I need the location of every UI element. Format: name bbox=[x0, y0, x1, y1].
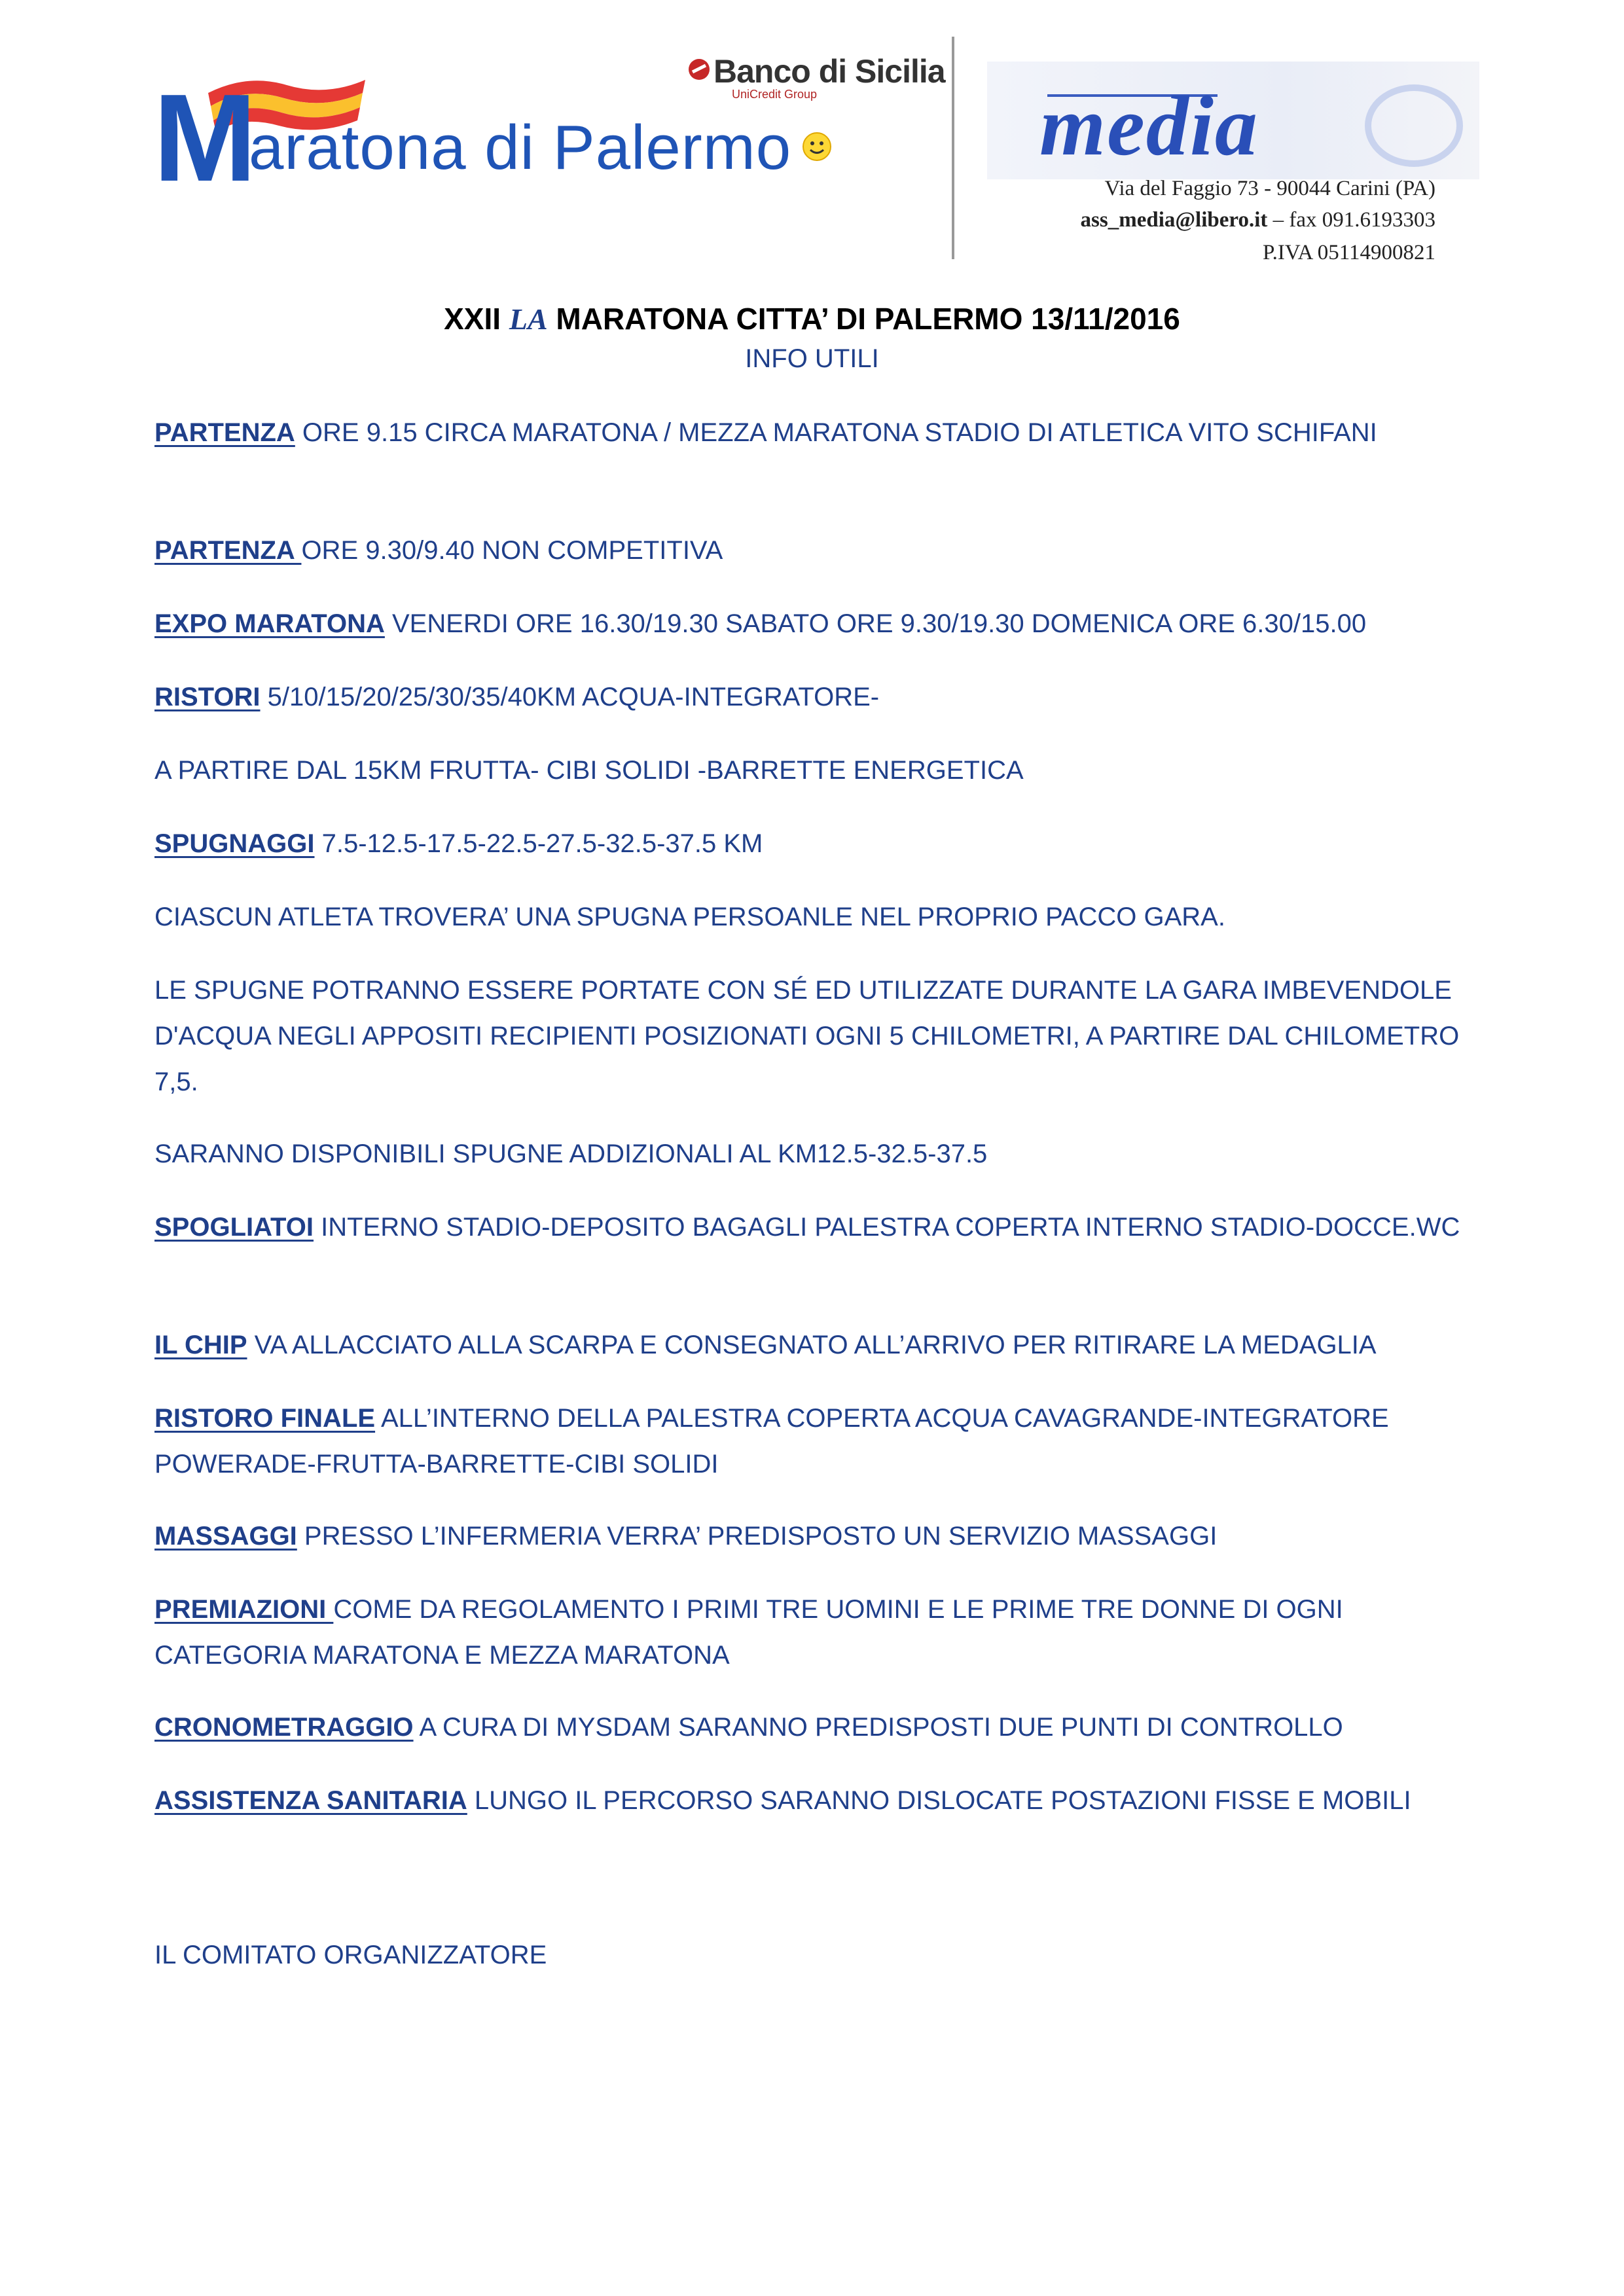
premiazioni-text: COME DA REGOLAMENTO I PRIMI TRE UOMINI E LE PRIME TRE DONNE DI OGNI CATEGORIA MARATONA E MEZZA MARATONA bbox=[154, 1595, 1343, 1670]
premiazioni-block bbox=[154, 1587, 1490, 1678]
premiazioni-label: PREMIAZIONI bbox=[154, 1595, 334, 1624]
page-subtitle: INFO UTILI bbox=[745, 344, 879, 373]
chip-block bbox=[154, 1322, 1490, 1368]
assistenza-label: ASSISTENZA SANITARIA bbox=[154, 1786, 467, 1815]
spugna-line: CIASCUN ATLETA TROVERA’ UNA SPUGNA PERSOANLE NEL PROPRIO PACCO GARA. bbox=[154, 903, 1225, 931]
contact-fax: – fax 091.6193303 bbox=[1267, 208, 1435, 232]
spugnaggi-text: 7.5-12.5-17.5-22.5-27.5-32.5-37.5 KM bbox=[314, 829, 763, 858]
logo-initial: M bbox=[153, 69, 253, 207]
spugne-paragraph: LE SPUGNE POTRANNO ESSERE PORTATE CON SÉ ED UTILIZZATE DURANTE LA GARA IMBEVENDOLE D'ACQUA NEGLI APPOSITI RECIPIENTI POSIZIONATI OGNI 5 CHILOMETRI, A PARTIRE DAL CHILOMETRO 7,5. bbox=[154, 976, 1460, 1096]
assistenza-text: LUNGO IL PERCORSO SARANNO DISLOCATE POSTAZIONI FISSE E MOBILI bbox=[467, 1786, 1411, 1815]
cronometraggio-text: A CURA DI MYSDAM SARANNO PREDISPOSTI DUE PUNTI DI CONTROLLO bbox=[413, 1713, 1343, 1742]
chip-text: VA ALLACCIATO ALLA SCARPA E CONSEGNATO ALL’ARRIVO PER RITIRARE LA MEDAGLIA bbox=[247, 1331, 1377, 1359]
partenza-label: PARTENZA bbox=[154, 418, 295, 447]
spugne-extra: SARANNO DISPONIBILI SPUGNE ADDIZIONALI AL KM12.5-32.5-37.5 bbox=[154, 1139, 988, 1168]
bank-group: UniCredit Group bbox=[732, 88, 818, 101]
media-wordmark: media bbox=[1039, 79, 1259, 173]
ristori-text: 5/10/15/20/25/30/35/40KM ACQUA-INTEGRATORE- bbox=[260, 683, 880, 711]
partenza2-block bbox=[154, 528, 1490, 573]
title-la: LA bbox=[509, 302, 548, 336]
header-divider bbox=[952, 37, 954, 259]
bank-name: Banco di Sicilia bbox=[713, 53, 945, 90]
smiley-icon bbox=[801, 131, 833, 162]
expo-label: EXPO MARATONA bbox=[154, 609, 385, 638]
assistenza-block bbox=[154, 1778, 1490, 1823]
partenza2-text: ORE 9.30/9.40 NON COMPETITIVA bbox=[301, 536, 723, 565]
spogliatoi-label: SPOGLIATOI bbox=[154, 1213, 314, 1242]
expo-block bbox=[154, 601, 1490, 647]
chip-label: IL CHIP bbox=[154, 1331, 247, 1359]
ristoro-finale-block bbox=[154, 1395, 1490, 1487]
expo-text: VENERDI ORE 16.30/19.30 SABATO ORE 9.30/19.30 DOMENICA ORE 6.30/15.00 bbox=[384, 609, 1367, 638]
title-rest: MARATONA CITTA’ DI PALERMO 13/11/2016 bbox=[547, 302, 1180, 336]
spugnaggi-label: SPUGNAGGI bbox=[154, 829, 315, 858]
massaggi-label: MASSAGGI bbox=[154, 1522, 297, 1551]
ristoro-finale-text: ALL’INTERNO DELLA PALESTRA COPERTA ACQUA CAVAGRANDE-INTEGRATORE POWERADE-FRUTTA-BARRETTE-CIBI SOLIDI bbox=[154, 1404, 1389, 1479]
title-prefix: XXII bbox=[444, 302, 509, 336]
page-title bbox=[0, 301, 1624, 336]
cronometraggio-label: CRONOMETRAGGIO bbox=[154, 1713, 414, 1742]
ristoro-finale-label: RISTORO FINALE bbox=[154, 1404, 376, 1433]
partenza-text: ORE 9.15 CIRCA MARATONA / MEZZA MARATONA STADIO DI ATLETICA VITO SCHIFANI bbox=[295, 418, 1377, 447]
ristori-label: RISTORI bbox=[154, 683, 261, 711]
logo-wordmark: aratona di Palermo bbox=[249, 113, 792, 183]
banco-di-sicilia-mark-icon bbox=[687, 58, 711, 81]
cronometraggio-block bbox=[154, 1704, 1490, 1750]
signature: IL COMITATO ORGANIZZATORE bbox=[154, 1941, 547, 1969]
contact-email[interactable]: ass_media@libero.it bbox=[1080, 208, 1268, 232]
partenza2-label: PARTENZA bbox=[154, 536, 302, 565]
spogliatoi-block bbox=[154, 1204, 1490, 1250]
spugnaggi-block bbox=[154, 821, 1490, 867]
spogliatoi-text: INTERNO STADIO-DEPOSITO BAGAGLI PALESTRA COPERTA INTERNO STADIO-DOCCE.WC bbox=[314, 1213, 1460, 1242]
contact-piva: P.IVA 05114900821 bbox=[1262, 241, 1435, 264]
ristori-line2: A PARTIRE DAL 15KM FRUTTA- CIBI SOLIDI -BARRETTE ENERGETICA bbox=[154, 756, 1024, 785]
contact-address: Via del Faggio 73 - 90044 Carini (PA) bbox=[1104, 177, 1435, 200]
ristori-block bbox=[154, 674, 1490, 720]
contact-email-fax bbox=[1081, 208, 1435, 232]
partenza-block bbox=[154, 410, 1490, 456]
massaggi-text: PRESSO L’INFERMERIA VERRA’ PREDISPOSTO UN SERVIZIO MASSAGGI bbox=[297, 1522, 1218, 1551]
massaggi-block bbox=[154, 1513, 1490, 1559]
